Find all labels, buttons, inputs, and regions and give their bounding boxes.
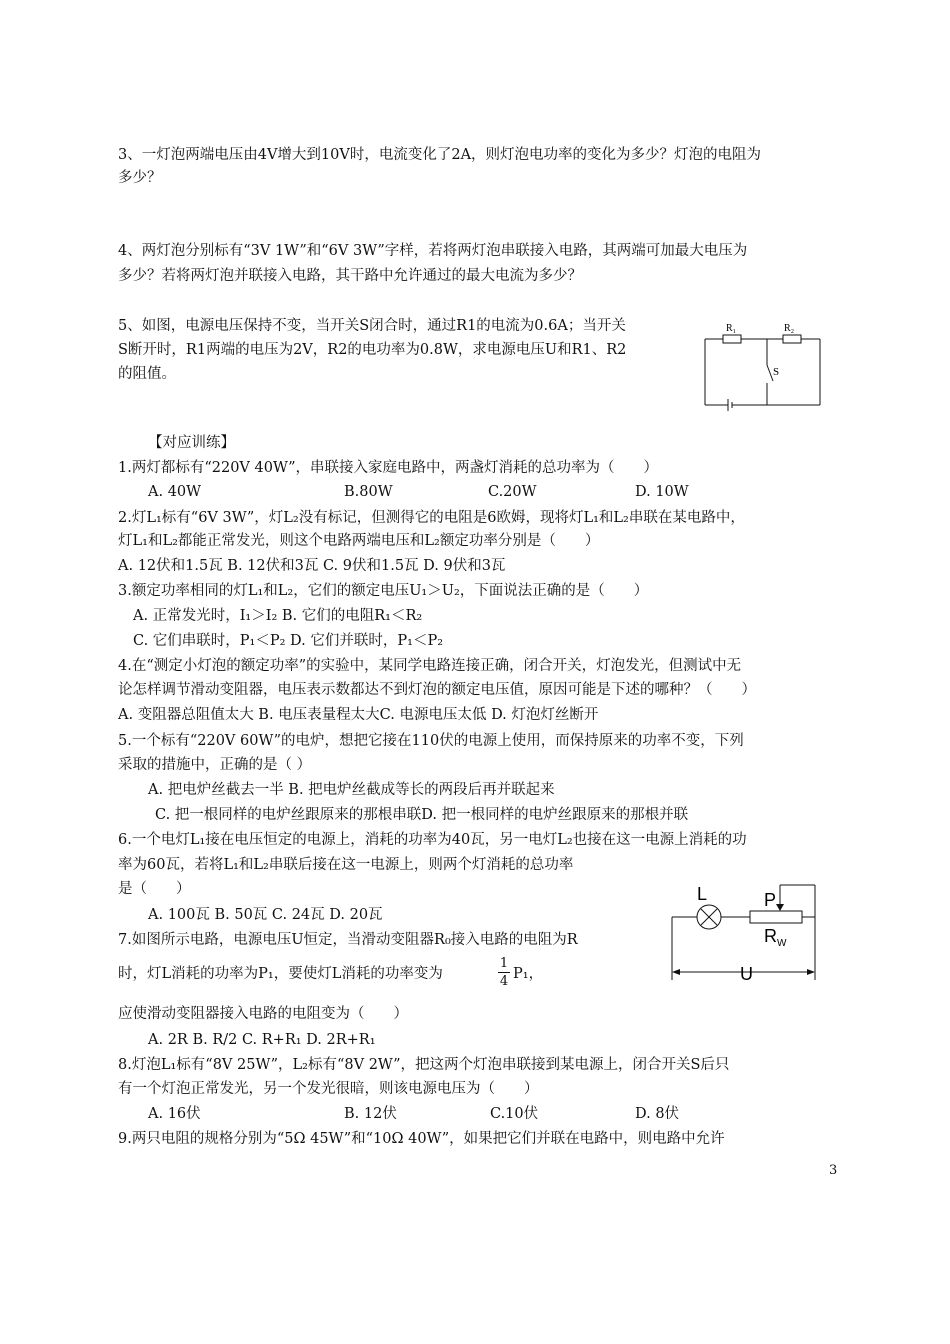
page-number: 3 xyxy=(829,1163,838,1178)
t2-line1: 2.灯L₁标有“6V 3W”，灯L₂没有标记，但测得它的电阻是6欧姆，现将灯L₁和L₂串联在某电路中， xyxy=(118,510,745,526)
t8-option-c: C.10伏 xyxy=(490,1106,539,1122)
t8-option-b: B. 12伏 xyxy=(344,1106,397,1122)
slider-label: P xyxy=(764,890,777,910)
t7-options: A. 2R B. R/2 C. R+R₁ D. 2R+R₁ xyxy=(148,1032,376,1048)
rheostat-label: $R_W$ xyxy=(764,926,787,949)
q5-line2: S断开时，R1两端的电压为2V，R2的电功率为0.8W，求电源电压U和R1、R2 xyxy=(118,342,627,358)
t8-line1: 8.灯泡L₁标有“8V 25W”，L₂标有“8V 2W”，把这两个灯泡串联接到某电源上，闭合开关S后只 xyxy=(118,1057,730,1073)
t1-option-b: B.80W xyxy=(344,484,393,500)
t4-options: A. 变阻器总阻值太大 B. 电压表量程太大C. 电源电压太低 D. 灯泡灯丝断开 xyxy=(118,707,599,723)
t7-line3: 应使滑动变阻器接入电路的电阻变为（ ） xyxy=(118,1006,408,1022)
switch-label: S xyxy=(773,366,780,378)
t9-line1: 9.两只电阻的规格分别为“5Ω 45W”和“10Ω 40W”，如果把它们并联在电路中，则电路中允许 xyxy=(118,1131,725,1147)
t7-line1: 7.如图所示电路，电源电压U恒定，当滑动变阻器R₀接入电路的电阻为R xyxy=(118,932,578,948)
section-title: 【对应训练】 xyxy=(148,435,235,451)
r2-label: R₂ xyxy=(784,323,795,334)
t4-line2: 论怎样调节滑动变阻器，电压表示数都达不到灯泡的额定电压值，原因可能是下述的哪种？（ ） xyxy=(118,682,756,698)
t4-line1: 4.在“测定小灯泡的额定功率”的实验中，某同学电路连接正确，闭合开关，灯泡发光，但测试中无 xyxy=(118,658,742,674)
q3-line1: 3、一灯泡两端电压由4V增大到10V时，电流变化了2A，则灯泡电功率的变化为多少？灯泡的电阻为 xyxy=(118,147,762,163)
circuit-diagram-t7 xyxy=(660,880,830,985)
voltage-label: U xyxy=(740,964,753,984)
t1-option-a: A. 40W xyxy=(148,484,202,500)
t5-options-ab: A. 把电炉丝截去一半 B. 把电炉丝截成等长的两段后再并联起来 xyxy=(148,782,555,798)
q5-line1: 5、如图，电源电压保持不变，当开关S闭合时，通过R1的电流为0.6A；当开关 xyxy=(118,318,626,334)
fraction-denominator: 4 xyxy=(499,974,509,989)
t3-options-ab: A. 正常发光时，I₁＞I₂ B. 它们的电阻R₁＜R₂ xyxy=(133,608,423,624)
q5-line3: 的阻值。 xyxy=(118,366,176,382)
t2-options: A. 12伏和1.5瓦 B. 12伏和3瓦 C. 9伏和1.5瓦 D. 9伏和3瓦 xyxy=(118,558,506,574)
t6-line1: 6.一个电灯L₁接在电压恒定的电源上，消耗的功率为40瓦，另一电灯L₂也接在这一电源上消耗的功 xyxy=(118,832,747,848)
r1-label: R₁ xyxy=(726,323,737,334)
q4-line2: 多少？若将两灯泡并联接入电路，其干路中允许通过的最大电流为多少？ xyxy=(118,268,582,284)
t8-option-a: A. 16伏 xyxy=(148,1106,201,1122)
circuit-diagram-q5 xyxy=(695,315,830,415)
t7-fraction-after: P₁， xyxy=(513,966,544,982)
t8-option-d: D. 8伏 xyxy=(635,1106,680,1122)
q3-line2: 多少？ xyxy=(118,170,162,186)
t2-line2: 灯L₁和L₂都能正常发光，则这个电路两端电压和L₂额定功率分别是（ ） xyxy=(118,533,600,549)
t5-line1: 5.一个标有“220V 60W”的电炉，想把它接在110伏的电源上使用，而保持原来的功率不变，下列 xyxy=(118,733,744,749)
t7-fraction xyxy=(498,956,510,989)
t1-option-c: C.20W xyxy=(488,484,537,500)
t5-line2: 采取的措施中，正确的是（ ） xyxy=(118,757,312,773)
t1-question: 1.两灯都标有“220V 40W”，串联接入家庭电路中，两盏灯消耗的总功率为（ ） xyxy=(118,460,659,476)
t5-options-cd: C. 把一根同样的电炉丝跟原来的那根串联D. 把一根同样的电炉丝跟原来的那根并联 xyxy=(155,807,689,823)
fraction-numerator: 1 xyxy=(499,956,509,971)
t8-line2: 有一个灯泡正常发光，另一个发光很暗，则该电源电压为（ ） xyxy=(118,1081,539,1097)
t3-question: 3.额定功率相同的灯L₁和L₂，它们的额定电压U₁＞U₂，下面说法正确的是（ ） xyxy=(118,583,649,599)
t7-line2: 时，灯L消耗的功率为P₁，要使灯L消耗的功率变为 xyxy=(118,966,443,982)
t6-options: A. 100瓦 B. 50瓦 C. 24瓦 D. 20瓦 xyxy=(148,907,383,923)
t6-line3: 是（ ） xyxy=(118,881,191,897)
t6-line2: 率为60瓦，若将L₁和L₂串联后接在这一电源上，则两个灯消耗的总功率 xyxy=(118,857,574,873)
lamp-label: L xyxy=(697,884,708,904)
q4-line1: 4、两灯泡分别标有“3V 1W”和“6V 3W”字样，若将两灯泡串联接入电路，其两端可加最大电压为 xyxy=(118,243,748,259)
t3-options-cd: C. 它们串联时，P₁＜P₂ D. 它们并联时，P₁＜P₂ xyxy=(133,633,444,649)
t1-option-d: D. 10W xyxy=(635,484,689,500)
